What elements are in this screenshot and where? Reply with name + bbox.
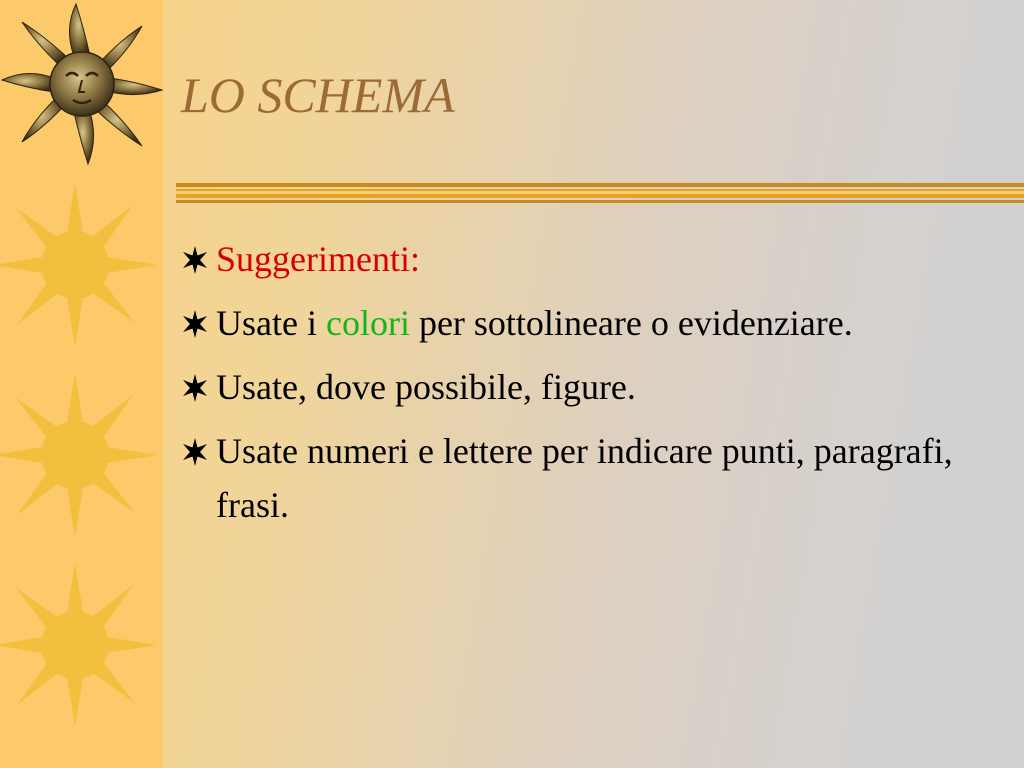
bullet-text: colori (325, 303, 410, 343)
bullet-list (180, 232, 1010, 542)
bullet-text: Usate, dove possibile, figure. (216, 367, 636, 407)
bullet-item (180, 296, 1010, 350)
bullet-item (180, 232, 1010, 286)
bullet-item (180, 360, 1010, 414)
six-pointed-star-icon (180, 309, 210, 339)
bullet-text: Suggerimenti: (216, 239, 420, 279)
bullet-text: Usate i (216, 303, 326, 343)
sun-icon (0, 370, 163, 540)
slide-title: LO SCHEMA (181, 67, 455, 123)
bullet-item (180, 424, 1010, 532)
sun-icon (0, 560, 163, 730)
six-pointed-star-icon (180, 245, 210, 275)
bullet-text: per sottolineare o evidenziare. (409, 303, 853, 343)
decorative-sidebar (0, 0, 163, 768)
sun-icon (0, 180, 163, 350)
six-pointed-star-icon (180, 373, 210, 403)
sun-face-icon (0, 2, 163, 172)
bullet-text: Usate numeri e lettere per indicare punti, paragrafi, frasi. (216, 431, 953, 525)
six-pointed-star-icon (180, 437, 210, 467)
title-divider-rule (176, 181, 1024, 205)
